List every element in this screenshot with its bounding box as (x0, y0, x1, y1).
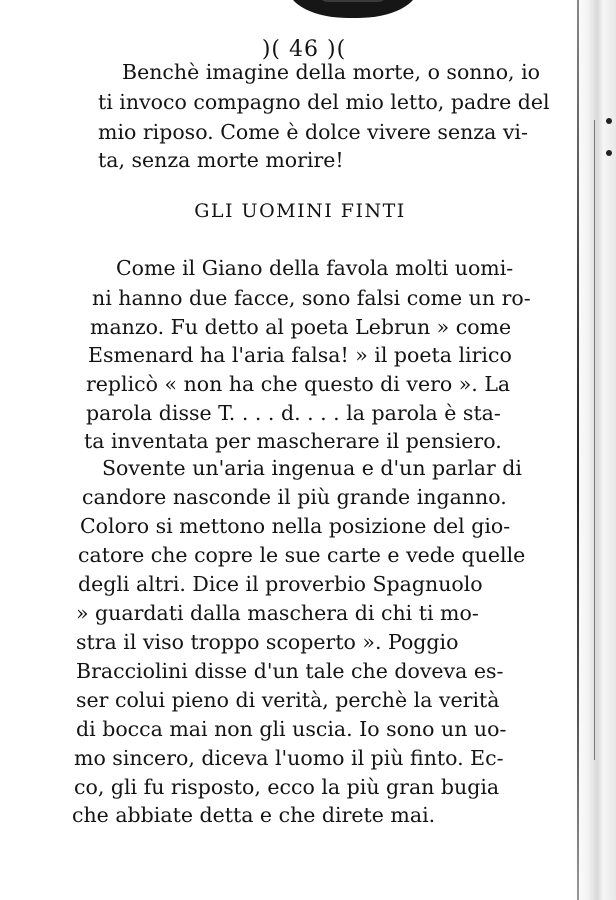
text-line: Coloro si mettono nella posizione del gio- (80, 514, 511, 538)
text-line: ta, senza morte morire! (98, 148, 344, 172)
text-line: di bocca mai non gli uscia. Io sono un uo- (76, 717, 507, 741)
text-line: ser colui pieno di verità, perchè la verità (76, 688, 500, 712)
text-line: stra il viso troppo scoperto ». Poggio (76, 630, 459, 654)
binding-stain (288, 0, 418, 18)
page-number: )( 46 )( (261, 37, 347, 62)
text-line: candore nasconde il più grande inganno. (82, 485, 507, 509)
text-line: replicò « non ha che questo di vero ». La (86, 372, 511, 396)
text-line: Benchè imagine della morte, o sonno, io (122, 60, 540, 84)
text-line: Esmenard ha l'aria falsa! » il poeta lirico (88, 343, 512, 367)
text-line: parola disse T. . . . d. . . . la parola è sta- (86, 401, 501, 425)
text-line: degli altri. Dice il proverbio Spagnuolo (78, 572, 483, 596)
text-line: ni hanno due facce, sono falsi come un ro- (92, 286, 531, 310)
text-line: ta inventata per mascherare il pensiero. (84, 429, 502, 453)
text-line: catore che copre le sue carte e vede quelle (78, 543, 526, 567)
text-line: che abbiate detta e che direte mai. (72, 803, 436, 827)
gutter-edge (577, 0, 579, 900)
text-line: mo sincero, diceva l'uomo il più finto. Ec- (74, 746, 504, 770)
edge-mark (606, 150, 612, 156)
edge-mark (606, 118, 612, 124)
text-line: » guardati dalla maschera di chi ti mo- (76, 601, 479, 625)
text-line: manzo. Fu detto al poeta Lebrun » come (90, 315, 512, 339)
page-gutter (574, 0, 616, 900)
text-line: co, gli fu risposto, ecco la più gran bugia (74, 775, 500, 799)
section-heading: GLI UOMINI FINTI (194, 200, 406, 222)
text-line: ti invoco compagno del mio letto, padre del (98, 90, 550, 114)
text-line: Bracciolini disse d'un tale che doveva es- (76, 659, 504, 683)
text-line: Sovente un'aria ingenua e d'un parlar di (102, 456, 522, 480)
text-line: mio riposo. Come è dolce vivere senza vi- (98, 120, 528, 144)
text-line: Come il Giano della favola molti uomi- (116, 256, 514, 280)
